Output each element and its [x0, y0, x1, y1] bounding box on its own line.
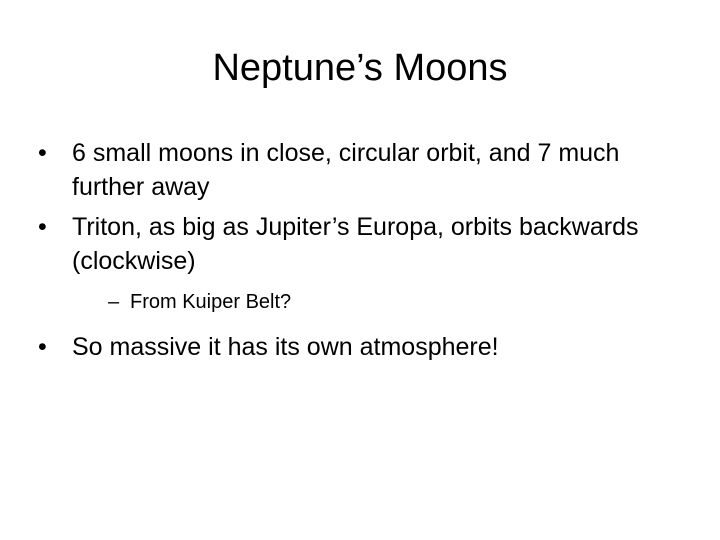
bullet-text: So massive it has its own atmosphere! [72, 333, 499, 361]
bullet-text: Triton, as big as Jupiter’s Europa, orbits backwards (clockwise) [72, 213, 639, 275]
bullet-marker: • [38, 139, 47, 167]
bullet-text: 6 small moons in close, circular orbit, and 7 much further away [72, 139, 620, 201]
bullet-item [36, 330, 666, 364]
sub-bullet-item [36, 288, 666, 316]
bullet-marker: • [38, 213, 47, 241]
slide-body [36, 136, 666, 370]
bullet-item [36, 136, 666, 204]
bullet-marker: • [38, 333, 47, 361]
sub-bullet-text: From Kuiper Belt? [130, 291, 292, 313]
dash-marker: – [108, 291, 120, 313]
slide-title: Neptune’s Moons [212, 47, 508, 89]
bullet-item [36, 210, 666, 278]
